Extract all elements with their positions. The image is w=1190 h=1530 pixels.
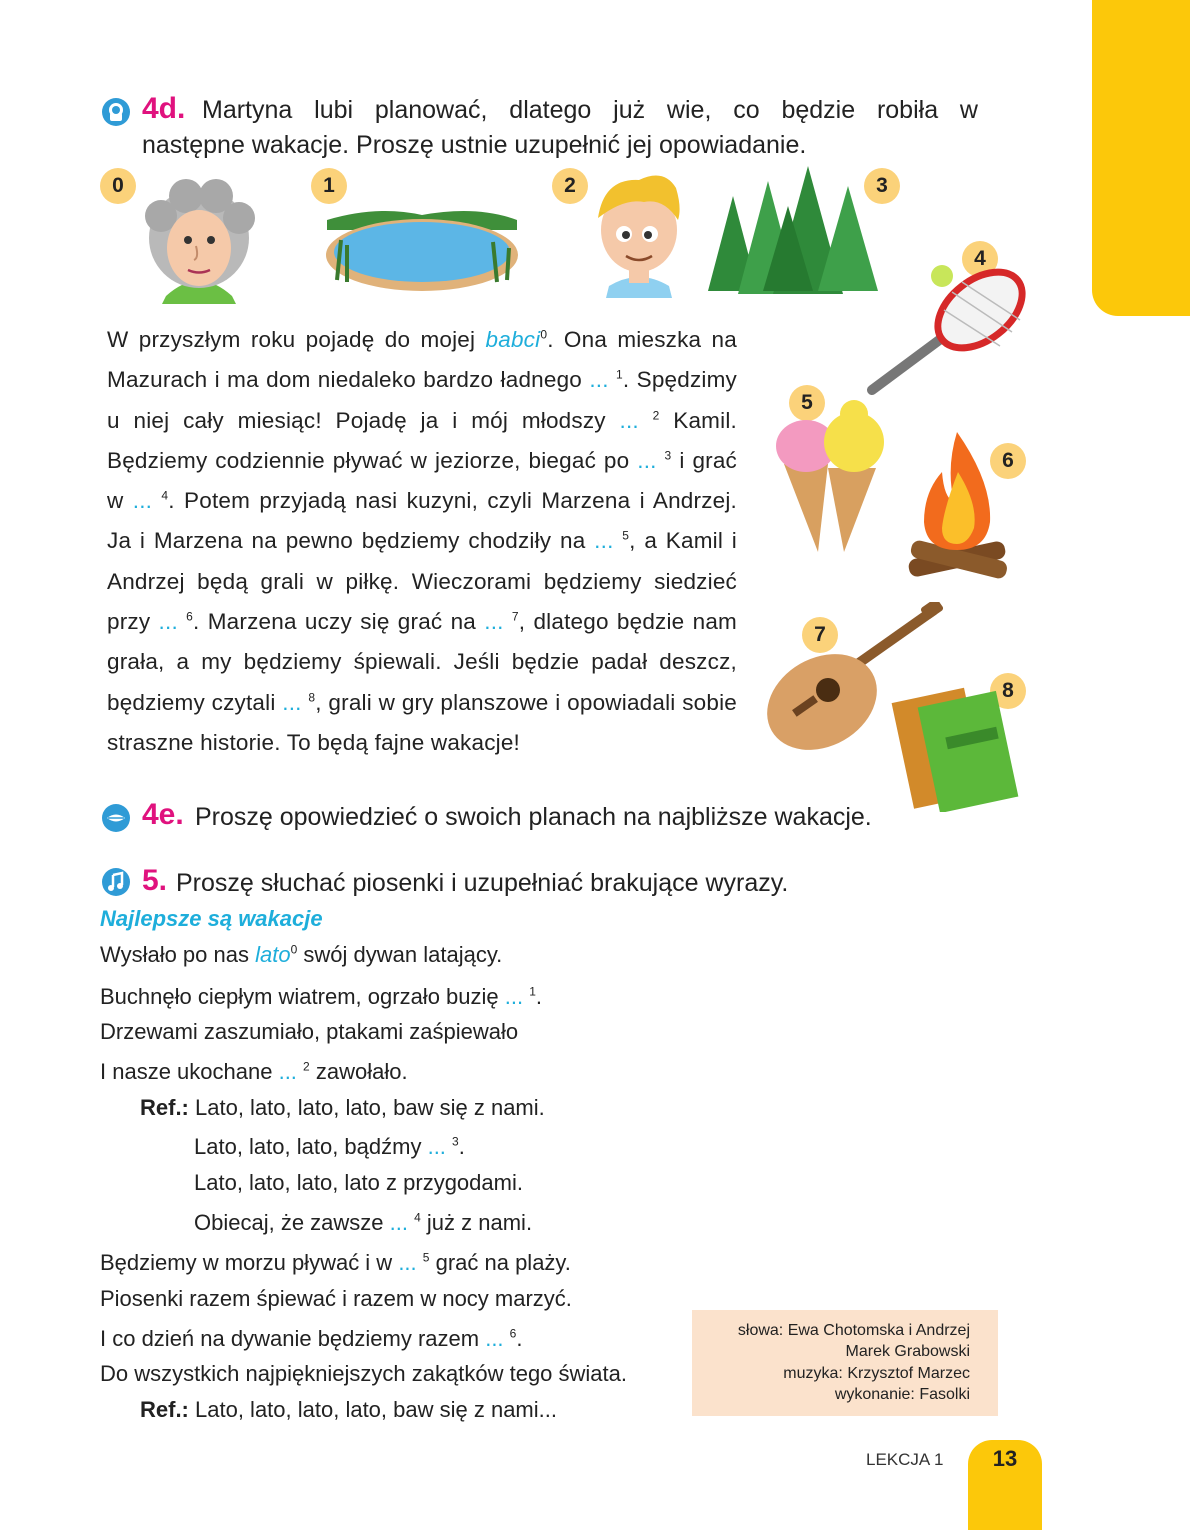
story-paragraph: W przyszłym roku pojadę do mojej babci$^0$. Ona mieszka na Mazurach i ma dom niedaleko bardzo ładnego ... $^1$. Spędzimy u niej cały miesiąc! Pojadę ja i mój młodszy ... $^2$ Kamil. Będziemy codziennie pływać w jeziorze, biegać po ... $^3$ i grać w ... $^4$. Potem przyjadą nasi kuzyni, czyli Marzena i Andrzej. Ja i Marzena na pewno będziemy chodziły na ... $^5$, a Kamil i Andrzej będą grali w piłkę. Wieczorami będziemy siedzieć przy ... $^6$. Marzena uczy się grać na ... $^7$, dlatego będzie nam grała, a my będziemy śpiewali. Jeśli będzie padał deszcz, będziemy czytali ... $^8$, grali w gry planszowe i opowiadali sobie straszne historie. To będą fajne wakacje!: [107, 327, 738, 755]
blank-1[interactable]: ...: [589, 367, 609, 393]
blank-2[interactable]: ...: [619, 407, 639, 433]
forest-illustration: [703, 166, 883, 296]
credit-lyrics: słowa: Ewa Chotomska i Andrzej: [737, 1322, 970, 1339]
song-line-7: I co dzień na dywanie będziemy razem ... $^6$.: [100, 1326, 523, 1351]
badge-8: 8: [990, 673, 1026, 709]
song-line-2: Buchnęło ciepłym wiatrem, ogrzało buzię ... $^1$.: [100, 984, 543, 1009]
blank-3[interactable]: ...: [637, 447, 657, 473]
song-line-8: Do wszystkich najpiękniejszych zakątków tego świata.: [100, 1361, 628, 1386]
badge-1: 1: [311, 168, 347, 204]
song-blank-4[interactable]: ...: [389, 1210, 408, 1235]
song-line-3: Drzewami zaszumiało, ptakami zaśpiewało: [100, 1019, 519, 1044]
song-blank-5[interactable]: ...: [398, 1250, 417, 1275]
exercise-4d-number: 4d.: [142, 92, 186, 125]
song-blank-3[interactable]: ...: [427, 1134, 446, 1159]
ice-cream-illustration: [772, 394, 892, 556]
credit-performance: wykonanie: Fasolki: [834, 1386, 970, 1403]
refrain-line-1: Ref.: Lato, lato, lato, lato, baw się z nami.: [140, 1095, 545, 1120]
exercise-5-instruction: Proszę słuchać piosenki i uzupełniać brakujące wyrazy.: [176, 869, 789, 897]
badge-4: 4: [962, 241, 998, 277]
song-credits: [692, 1310, 998, 1416]
music-note-icon: [102, 868, 130, 896]
boy-illustration: [584, 168, 694, 298]
song-title: Najlepsze są wakacje: [100, 906, 323, 931]
blank-8[interactable]: ...: [282, 689, 302, 715]
exercise-4e-number: 4e.: [142, 798, 184, 831]
campfire-illustration: [902, 432, 1012, 584]
blank-7[interactable]: ...: [484, 609, 504, 635]
books-illustration: [890, 676, 1022, 812]
song-blank-2[interactable]: ...: [278, 1059, 297, 1084]
example-answer: babci: [485, 327, 541, 352]
song-line-6: Piosenki razem śpiewać i razem w nocy marzyć.: [100, 1286, 572, 1311]
tennis-racket-illustration: [862, 262, 1032, 398]
speaking-head-icon: [102, 98, 130, 126]
badge-0: 0: [100, 168, 136, 204]
song-blank-1[interactable]: ...: [504, 984, 524, 1009]
song-line-4: I nasze ukochane ... $^2$ zawołało.: [100, 1059, 408, 1084]
lake-illustration: [317, 200, 527, 300]
grandma-illustration: [136, 176, 262, 304]
badge-2: 2: [552, 168, 588, 204]
credit-music: muzyka: Krzysztof Marzec: [783, 1365, 970, 1382]
lesson-label: LEKCJA 1: [866, 1450, 944, 1469]
badge-7: 7: [802, 617, 838, 653]
blank-4[interactable]: ...: [132, 488, 153, 514]
song-line-5: Będziemy w morzu pływać i w ... $^5$ grać na plaży.: [100, 1250, 571, 1275]
exercise-5-number: 5.: [142, 864, 168, 897]
badge-6: 6: [990, 443, 1026, 479]
credit-lyrics-2: Marek Grabowski: [845, 1343, 970, 1360]
song-blank-6[interactable]: ...: [485, 1326, 504, 1351]
blank-5[interactable]: ...: [594, 528, 614, 554]
refrain-line-2: Lato, lato, lato, bądźmy ... $^3$.: [194, 1134, 465, 1159]
mouth-icon: [102, 804, 130, 832]
blank-6[interactable]: ...: [158, 609, 178, 635]
exercise-4e-instruction: Proszę opowiedzieć o swoich planach na najbliższe wakacje.: [195, 803, 872, 831]
badge-5: 5: [789, 385, 825, 421]
chapter-tab: [1092, 0, 1190, 316]
song-line-1: Wysłało po nas lato$^0$ swój dywan latający.: [100, 942, 503, 967]
refrain-line-4: Obiecaj, że zawsze ... $^4$ już z nami.: [194, 1210, 533, 1235]
badge-3: 3: [864, 168, 900, 204]
refrain-repeat: Ref.: Lato, lato, lato, lato, baw się z nami...: [140, 1397, 557, 1422]
exercise-4d-instruction-line1: Martyna lubi planować, dlatego już wie, co będzie robiła w: [202, 96, 978, 124]
refrain-line-3: Lato, lato, lato, lato z przygodami.: [194, 1170, 523, 1195]
exercise-4d-instruction-line2: następne wakacje. Proszę ustnie uzupełnić jej opowiadanie.: [142, 131, 807, 159]
page-number: 13: [992, 1446, 1018, 1471]
